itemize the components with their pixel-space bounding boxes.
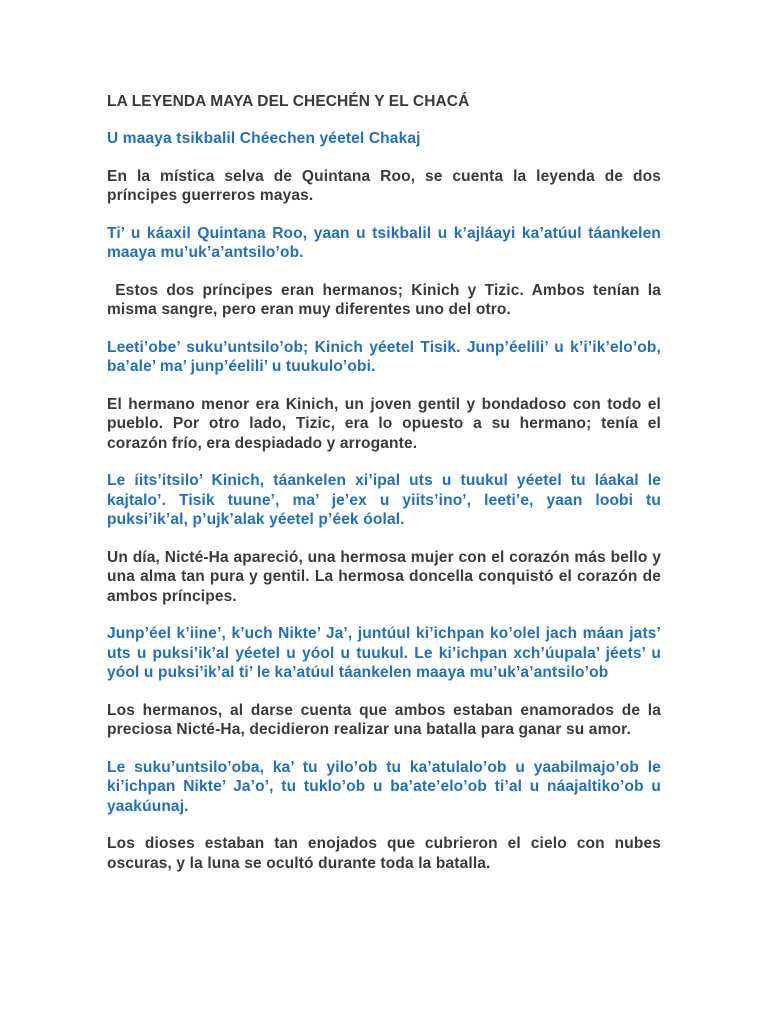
paragraph-spanish-5: Los hermanos, al darse cuenta que ambos estaban enamorados de la preciosa Nicté-Ha, decidieron realizar una batalla para ganar su amor. [107, 701, 661, 738]
paragraph-maya-4: Le íits’itsilo’ Kinich, táankelen xi’ipal uts u tuukul yéetel tu láakal le kajtalo’. Tisik tuune’, ma’ je’ex u yiits’ino’, leeti’e, yaan loobi tu puksi’ik’al, p’ujk’alak yéetel p’éek óolal. [107, 472, 661, 528]
paragraph-maya-3: Leeti’obe’ suku’untsilo’ob; Kinich yéetel Tisik. Junp’éelili’ u k’i’ik’elo’ob, ba’ale’ ma’ junp’éelili’ u tuukulo’obi. [107, 338, 661, 375]
document-page [107, 92, 666, 891]
paragraph-spanish-1: En la mística selva de Quintana Roo, se cuenta la leyenda de dos príncipes guerreros mayas. [107, 167, 661, 204]
paragraph-maya-5: Junp’éel k’iine’, k’uch Nikte’ Ja’, juntúul ki’ichpan ko’olel jach máan jats’ uts u puksi’ik’al yéetel u yóol u tuukul. Le ki’ichpan xch’úupala’ jéets’ u yóol u puksi’ik’al ti’ le ka’atúul táankelen maaya mu’uk’a’antsilo’ob [107, 625, 661, 681]
paragraph-maya-2: Ti’ u káaxil Quintana Roo, yaan u tsikbalil u k’ajláayi ka’atúul táankelen maaya mu’uk’a’antsilo’ob. [107, 224, 661, 261]
document-title: LA LEYENDA MAYA DEL CHECHÉN Y EL CHACÁ [107, 93, 470, 110]
paragraph-spanish-2: Estos dos príncipes eran hermanos; Kinich y Tizic. Ambos tenían la misma sangre, pero eran muy diferentes uno del otro. [107, 281, 666, 318]
paragraph-maya-1: U maaya tsikbalil Chéechen yéetel Chakaj [107, 130, 421, 147]
paragraph-spanish-6: Los dioses estaban tan enojados que cubrieron el cielo con nubes oscuras, y la luna se ocultó durante toda la batalla. [107, 835, 661, 872]
paragraph-maya-6: Le suku’untsilo’oba, ka’ tu yilo’ob tu ka’atulalo’ob u yaabilmajo’ob le ki’ichpan Nikte’ Ja’o’, tu tuklo’ob u ba’ate’elo’ob ti’al u náajaltiko’ob u yaakúunaj. [107, 758, 661, 815]
paragraph-spanish-3: El hermano menor era Kinich, un joven gentil y bondadoso con todo el pueblo. Por otro lado, Tizic, era lo opuesto a su hermano; tenía el corazón frío, era despiadado y arrogante. [107, 395, 661, 452]
paragraph-spanish-4: Un día, Nicté-Ha apareció, una hermosa mujer con el corazón más bello y una alma tan pura y gentil. La hermosa doncella conquistó el corazón de ambos príncipes. [107, 548, 661, 605]
